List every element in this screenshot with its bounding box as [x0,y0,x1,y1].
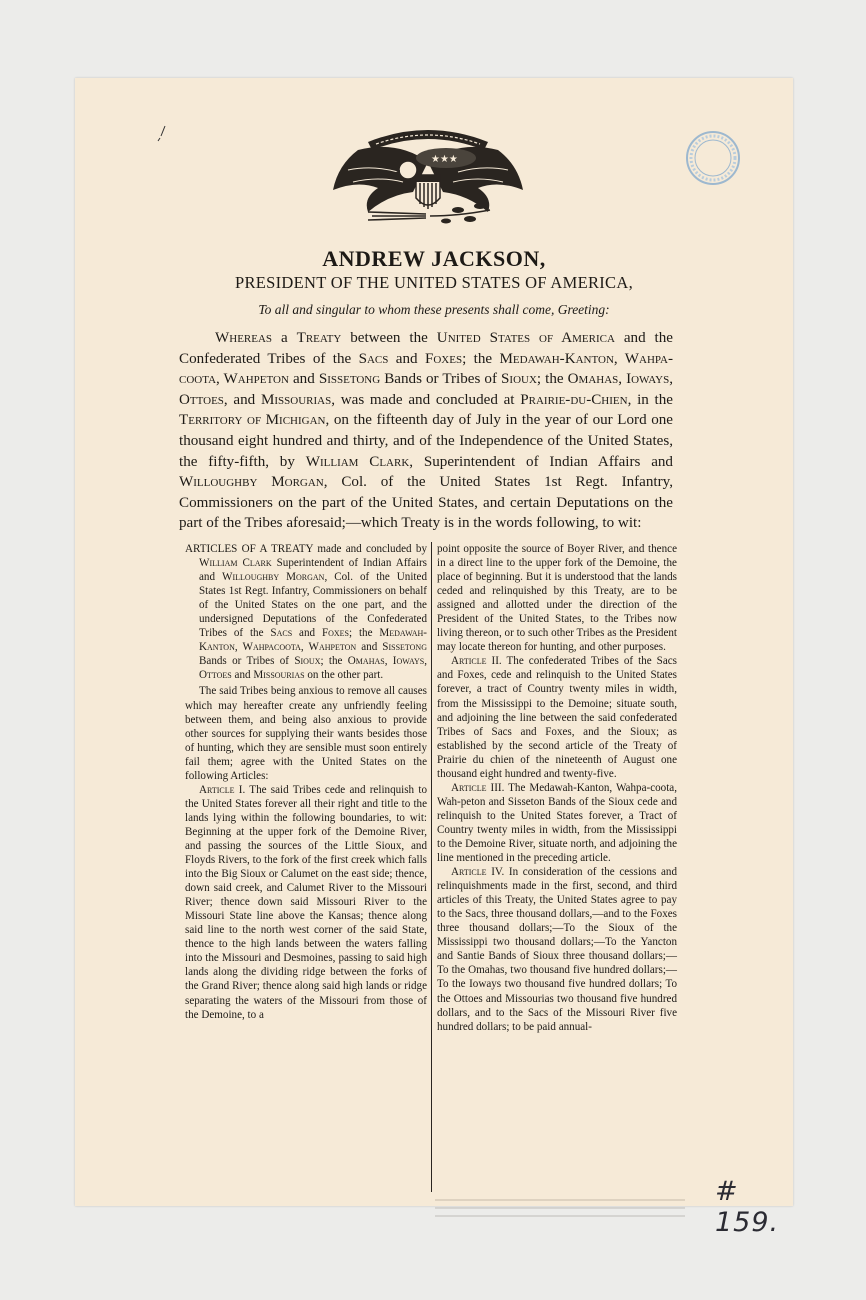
preamble-text: and [288,371,319,388]
heading-text: Willoughby Morgan [222,571,325,584]
preamble-text: Sissetong [318,371,381,388]
heading-text: ; the [320,655,348,668]
heading-text: Foxes [321,627,349,640]
preamble-text: and [388,350,425,367]
preamble-text: Sacs [358,350,389,367]
preamble-text: , Superintendent of Indian Affairs and [409,453,673,470]
heading-text: on the other part. [304,669,384,682]
heading-text: ; the [349,627,380,640]
continuation-paragraph: point opposite the source of Boyer River, and thence in a direct line to the upper fork of the Demoine, the place of beginning. But it is understood that the lands ceded and relinquished by this Treaty, are to be assigned and allotted under the direction of the President of the United States, to the Tribes now living thereon, or to such other Tribes as the President may locate thereon for hunting, and other purposes. [437,543,677,654]
preamble-text: Bands or Tribes of [380,371,502,388]
preamble-text: Willoughby Morgan [179,474,324,491]
preamble-text: United States of America [436,330,615,346]
heading-text: William Clark [199,557,272,570]
heading-text: Bands or Tribes of [199,655,295,668]
heading-text: Sioux [294,655,321,668]
preamble-text: Territory of Michigan [179,412,326,429]
preamble-text: Missourias [260,391,332,408]
heading-text: Sacs [270,627,293,640]
preamble-text: Prairie-du-Chien [520,391,628,408]
preamble-text: between the [341,330,437,346]
catalog-number: # 159. [715,1176,780,1238]
articles-heading [185,542,427,682]
preamble-text: a [272,330,297,346]
article-text: IV. In consideration of the cessions and relinquishments made in the first, second, and third articles of this Treaty, the United States agree to pay to the Sacs, three thousand dollars,—and to the Foxes three thousand dollars;—To the Sioux of the Mississippi two thousand dollars;—To the Yancton and Santie Bands of Sioux three thousand dollars;—To the Omahas, two thousand five hundred dollars;—To the Ioways two thousand five hundred dollars; To the Ottoes and Missourias two thousand five hundred dollars, and to the Sacs of the Missouri River five hundred dollars; to be paid annual- [437,866,677,1033]
pencil-mark [155,124,169,144]
article-4-paragraph [437,865,677,1034]
heading-text: , Col. of the United States 1st Regt. Infantry, Commissioners on behalf of the United States on the one part, and the undersigned Deputations of the Confederated Tribes of the [199,571,427,640]
article-3-paragraph [437,781,677,865]
left-column [185,542,427,1022]
article-text: I. The said Tribes cede and relinquish to the United States forever all their right and title to the lands lying within the following boundaries, to wit: Beginning at the upper fork of the Demoine River, and passing the sources of the Little Sioux, and Floyds Rivers, to the fork of the first creek which falls into the Big Sioux or Calumet on the east side; thence, down said creek, and Calumet River to the Missouri River; thence down said Missouri River to the Missouri State line above the Kansas; thence along said line to the north west corner of the said State, thence to the high lands between the waters falling into the Missouri and Desmoines, passing to said high lands along the dividing ridge between the forks of the Grand River; thence along said high lands or ridge separating the waters of the Missouri from those of the Demoine, to a [185,783,427,1021]
library-stamp-icon [683,128,743,188]
document-page [75,78,793,1238]
heading-text: Sissetong [382,641,427,654]
preamble-text: Medawah-Kanton, Wahpa-coota, Wahpeton [179,350,673,388]
heading-text: Missourias [253,669,305,682]
heading-text: Medawah-Kanton, Wahpacoota, Wahpeton [199,627,427,654]
article-label: Article [451,781,487,794]
heading-text: and [356,641,383,654]
preamble-text: and the Confederated Tribes of the [179,330,674,367]
preamble-text: ; the [536,371,568,388]
preamble-text: Treaty [296,330,342,346]
svg-text:★★★: ★★★ [431,154,458,165]
article-label: Article [451,655,487,668]
heading-text: and [231,669,254,682]
heading-text: ARTICLES OF A TREATY made and concluded by [185,543,427,555]
preamble-text: Foxes [424,350,463,367]
heading-text: Omahas, Ioways, Ottoes [199,655,427,682]
preamble-text: ; the [462,350,500,367]
preamble-text: , on the fifteenth day of July in the year of our Lord one thousand eight hundred and thirty, and of the Independence of the United States, the fifty-fifth, by [179,412,673,470]
article-label: Article [451,866,487,879]
preamble-text: Whereas [215,330,273,346]
article-label: Article [199,783,235,796]
article-text: III. The Medawah-Kanton, Wahpa-coota, Wah-peton and Sisseton Bands of the Sioux cede and relinquish to the United States forever, a Tract of Country twenty miles in width, from the Mississippi to the Demoine River, situate north, and adjoining the line mentioned in the preceding article. [437,781,677,865]
document-subtitle: PRESIDENT OF THE UNITED STATES OF AMERICA, [235,273,633,292]
eagle-emblem-icon [328,120,528,230]
preamble-paragraph [179,328,673,534]
preamble-text: , Col. of the United States 1st Regt. Infantry, Commissioners on the part of the United States, and certain Deputations on the part of the Tribes aforesaid;—which Treaty is in the words following, to wit: [179,474,673,532]
article-text: II. The confederated Tribes of the Sacs and Foxes, cede and relinquish to the United States forever, a tract of Country twenty miles in width, from the Mississippi to the Demoine; situate south, and adjoining the line between the said confederated Tribes of Sacs and Foxes, and the Sioux; as established by the second article of the Treaty of Prairie du chien of the nineteenth of August one thousand eight hundred and twenty-five. [437,655,677,780]
bleed-through-text [435,1193,685,1223]
right-column [437,542,677,1034]
intro-paragraph: The said Tribes being anxious to remove all causes which may hereafter create any unfriendly feeling between them, and being also anxious to provide other sources for supplying their wants besides those of hunting, which they are sensible must soon entirely fail them; agree with the United States on the following Articles: [185,685,427,782]
article-2-paragraph [437,654,677,780]
preamble-text: , was made and concluded at [331,391,521,408]
heading-text: Superintendent of Indian Affairs and [199,557,427,584]
preamble-text: Omahas, Ioways, Ottoes, [179,371,673,408]
column-divider [431,542,432,1192]
greeting-line: To all and singular to whom these presents shall come, Greeting: [258,302,610,317]
document-title: ANDREW JACKSON, [322,246,546,271]
preamble-text: , in the [627,391,673,408]
article-1-paragraph [185,783,427,1022]
preamble-text: and [227,391,261,408]
preamble-text: Sioux [501,371,537,388]
preamble-text: William Clark [305,453,410,470]
heading-text: and [292,627,322,640]
